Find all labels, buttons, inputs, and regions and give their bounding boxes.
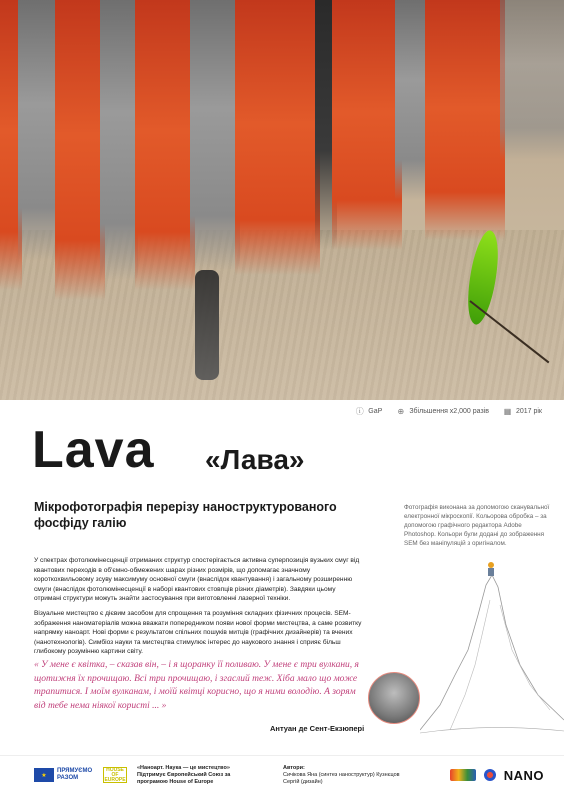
body-paragraph-2: Візуальне мистецтво є дієвим засобом для спрощення та розуміння складних фізичних процесів. SEM-зображення наноматеріалів можна вважати попередником появи нової форми мистецтва, а саме розвитку напрямку наноарт. Нові форми є результатом спільних пошуків митців (графічних дизайнерів) та вчених (нанотехнологів). Симбіоз науки та мистецтва стимулює інтерес до наукового знання і сприяє більш глибокому розумінню картини світу. [34,610,362,656]
author-portrait [368,672,420,724]
grey-column [18,0,58,260]
lava-column [425,0,505,240]
lava-column [55,0,105,300]
calendar-icon: ▦ [503,407,512,416]
title-english: Lava [32,421,155,479]
meta-row [355,407,542,416]
title-ukrainian: «Лава» [205,444,305,475]
body-paragraph-1: У спектрах фотолюмінесценції отриманих структур спостерігається активна суперпозиція вузьких смуг від квантових переходів в об'ємно-обмежених шарах різних розмірів, що допомагає значному короткохвильовому зсуву максимуму основної смуги (внаслідок квантування) і загальному розширенню смуги (внаслідок фотолюмінесценції в наборі квантових стовпців різних діаметрів). Завдяки цьому отримані структури можуть знайти застосування при виготовленні лазерної техніки. [34,557,360,603]
partner-logos [450,768,544,783]
university-logo-icon [484,769,496,781]
subtitle: Мікрофотографія перерізу наноструктурованого фосфіду галію [34,500,337,530]
house-of-europe-logo: HOUSE OF EUROPE [104,766,126,783]
lava-column [135,0,195,290]
grey-column [190,0,240,270]
authors-heading: Автори: [283,764,305,771]
quote-text: « У мене є квітка, – сказав він, – і я щоранку її поливаю. У мене є три вулкани, я щотижня їх прочищаю. Всі три прочищаю, і згаслий теж. Хіба мало що може трапитися. І моїм вулканам, і моїй квітці корисно, що я ними володію. А зорям від тебе нема ніякої користі ... » [34,660,359,711]
meta-author [355,407,382,416]
grey-column [500,0,564,160]
zoom-icon: ⊕ [397,407,405,416]
meta-year [503,407,542,416]
quote-author: Антуан де Сент-Екзюпері [270,724,365,733]
meta-author-text: GaP [368,408,383,415]
side-note: Фотографія виконана за допомогою сканувальної електронної мікроскопії. Кольорова обробка – за допомогою графічного редактора Adobe Photoshop. Кольори були додані до зображення SEM без маніпуляцій з оригіналом. [404,504,550,547]
nano-logo: NANO [503,767,544,783]
info-icon: ⓘ [355,407,364,416]
support-title: «Наноарт. Наука — це мистецтво» [137,764,230,771]
grey-column [100,0,138,280]
footer [34,762,544,788]
eu-label: ПРЯМУЄМО РАЗОМ [57,768,93,781]
mountain-illustration [420,555,564,735]
meta-year-text: 2017 рік [515,408,542,415]
support-block [137,765,257,786]
authors-text: Сичікова Яна (синтез наноструктур) Кузнєцов Сергій (дизайн) [283,771,400,785]
partner-logo-icon [450,769,476,781]
column-shadow [195,270,219,380]
support-text: Підтримує Європейський Союз за програмою House of Europe [137,771,231,785]
lava-column [235,0,320,275]
lava-column [332,0,402,250]
eu-flag-icon: ★ [34,768,54,782]
meta-magnification-text: Збільшення х2,000 разів [409,408,489,415]
meta-magnification [396,407,489,416]
authors-block [283,765,403,786]
footer-divider [0,755,564,756]
